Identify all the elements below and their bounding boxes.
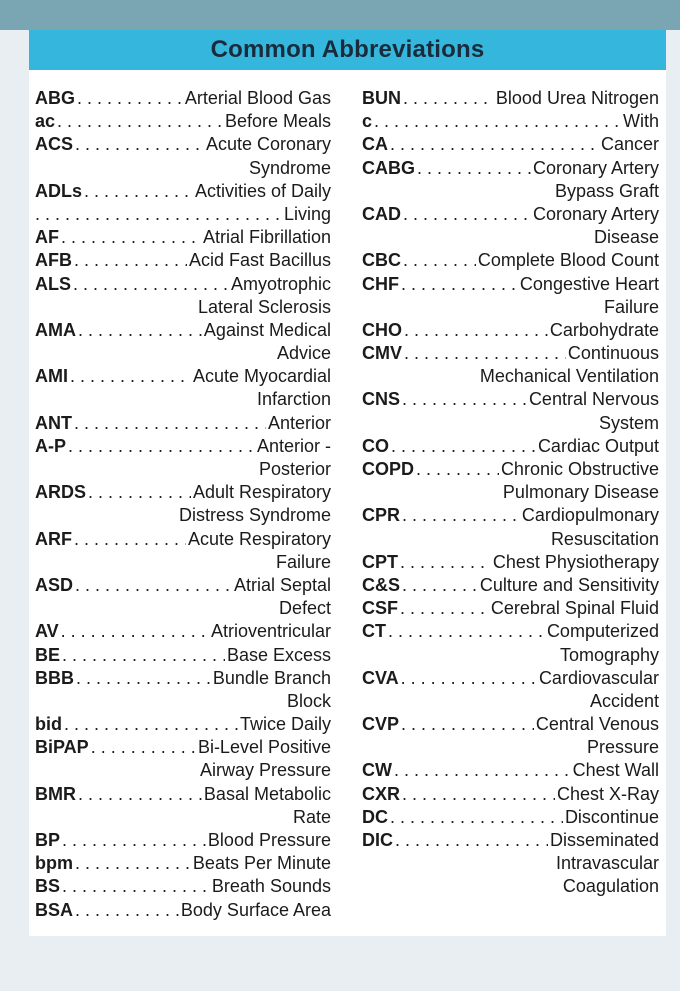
abbreviation-term: CPR	[362, 505, 401, 526]
abbreviation-term: DC	[362, 806, 388, 827]
definition-text: Atrial Fibrillation	[202, 227, 331, 248]
abbreviation-entry	[362, 504, 659, 550]
entry-first-line	[362, 551, 659, 574]
abbreviation-entry	[362, 759, 659, 782]
dot-leader	[404, 342, 566, 365]
definition-text: Chest X-Ray	[556, 783, 659, 804]
definition-continuation: Pressure	[586, 737, 659, 758]
definition-text: Complete Blood Count	[477, 250, 659, 271]
definition-continuation: Mechanical Ventilation	[479, 366, 659, 387]
definition-continuation: Advice	[276, 343, 331, 364]
abbreviation-term: BiPAP	[35, 737, 89, 758]
entry-first-line	[35, 273, 331, 296]
abbreviation-term: COPD	[362, 459, 415, 479]
definition-text: Blood Pressure	[207, 830, 331, 850]
abbreviation-entry	[362, 319, 659, 342]
definition-text: Atrioventricular	[210, 621, 331, 642]
entry-first-line	[362, 319, 659, 342]
abbreviation-term: CAD	[362, 203, 401, 224]
dot-leader	[61, 620, 209, 643]
abbreviation-term: AF	[35, 227, 59, 248]
entry-first-line	[35, 783, 331, 806]
abbreviation-term: bpm	[35, 853, 73, 874]
definition-text: Blood Urea Nitrogen	[495, 88, 659, 108]
abbreviation-entry	[35, 481, 331, 527]
abbreviation-term: BSA	[35, 899, 74, 920]
dot-leader	[403, 249, 476, 272]
definition-text: Computerized	[546, 621, 659, 642]
entry-first-line	[362, 713, 659, 736]
definition-text: Chronic Obstructive	[500, 459, 659, 479]
entry-first-line	[362, 342, 659, 365]
entry-first-line	[35, 875, 331, 898]
abbreviation-term: CSF	[362, 598, 398, 619]
dot-leader	[403, 203, 531, 226]
entry-first-line	[362, 574, 659, 597]
definition-text: Activities of Daily	[194, 180, 331, 201]
definition-continuation: Disease	[593, 227, 659, 248]
definition-text: Chest Physiotherapy	[492, 551, 659, 572]
entry-first-line	[362, 87, 659, 110]
abbreviation-term: AV	[35, 621, 59, 642]
abbreviation-entry	[362, 783, 659, 806]
abbreviation-entry	[35, 528, 331, 574]
dot-leader	[74, 412, 266, 435]
dot-leader	[84, 180, 193, 203]
definition-text: Anterior	[267, 412, 331, 433]
abbreviation-entry	[35, 180, 331, 226]
abbreviation-entry	[362, 667, 659, 713]
entry-first-line	[35, 899, 331, 922]
dot-leader	[391, 435, 536, 458]
definition-continuation: Resuscitation	[550, 528, 659, 549]
entry-first-line	[362, 435, 659, 458]
dot-leader	[388, 620, 545, 643]
definition-continuation: System	[598, 412, 659, 433]
definition-text: Atrial Septal	[233, 574, 331, 595]
dot-leader	[402, 574, 478, 597]
definition-text: Base Excess	[226, 644, 331, 665]
entry-first-line	[362, 458, 659, 481]
entry-first-line	[35, 644, 331, 667]
entry-first-line	[362, 273, 659, 296]
definition-continuation: Rate	[292, 806, 331, 827]
abbreviation-entry	[35, 412, 331, 435]
definition-text: Culture and Sensitivity	[479, 574, 659, 595]
abbreviation-term: CO	[362, 435, 389, 456]
entry-first-line	[35, 249, 331, 272]
entry-first-line	[362, 759, 659, 782]
definition-text: Bi-Level Positive	[197, 737, 331, 758]
abbreviation-term: CBC	[362, 250, 401, 271]
entry-first-line	[362, 829, 659, 852]
abbreviation-entry	[35, 899, 331, 922]
left-column	[35, 87, 331, 922]
dot-leader	[400, 597, 489, 620]
definition-text: Acute Myocardial	[192, 366, 331, 387]
dot-leader	[68, 435, 255, 458]
dot-leader	[74, 249, 187, 272]
abbreviation-term: c	[362, 111, 373, 132]
abbreviation-term: CHO	[362, 319, 402, 340]
entry-first-line	[35, 435, 331, 458]
abbreviation-entry	[362, 249, 659, 272]
abbreviation-entry	[35, 783, 331, 829]
definition-text: Congestive Heart	[519, 273, 659, 294]
entry-first-line	[362, 597, 659, 620]
abbreviation-term: CT	[362, 621, 386, 642]
abbreviation-term: BBB	[35, 667, 74, 688]
abbreviation-entry	[362, 713, 659, 759]
abbreviation-entry	[35, 273, 331, 319]
definition-text: Amyotrophic	[230, 273, 331, 294]
definition-text: Discontinue	[564, 806, 659, 827]
dot-leader	[403, 87, 494, 110]
abbreviation-term: BE	[35, 644, 61, 665]
dot-leader	[75, 899, 179, 922]
dot-leader	[404, 319, 548, 342]
abbreviation-term: CMV	[362, 343, 402, 364]
definition-text: Cerebral Spinal Fluid	[490, 598, 659, 619]
entry-first-line	[35, 412, 331, 435]
entry-first-line	[35, 829, 331, 852]
definition-text: Carbohydrate	[549, 319, 659, 340]
abbreviation-term: ASD	[35, 574, 74, 595]
dot-leader	[78, 783, 202, 806]
entry-first-line	[35, 226, 331, 249]
definition-text: Acid Fast Bacillus	[188, 250, 331, 271]
dot-leader	[62, 829, 206, 852]
abbreviation-entry	[362, 388, 659, 434]
entry-first-line	[35, 481, 331, 504]
abbreviation-entry	[35, 574, 331, 620]
definition-text: Acute Coronary	[205, 134, 331, 155]
entry-first-line	[362, 504, 659, 527]
abbreviation-term: DIC	[362, 830, 393, 850]
abbreviation-entry	[35, 829, 331, 852]
definition-text: Cardiac Output	[537, 435, 659, 456]
dot-leader	[417, 157, 531, 180]
definition-continuation	[35, 203, 331, 226]
entry-first-line	[362, 388, 659, 411]
entry-first-line	[35, 319, 331, 342]
entry-first-line	[362, 249, 659, 272]
dot-leader	[76, 667, 211, 690]
definition-continuation: Posterior	[258, 459, 331, 479]
entry-first-line	[362, 620, 659, 643]
definition-continuation: Intravascular	[555, 853, 659, 874]
abbreviation-entry	[362, 87, 659, 110]
definition-text: Breath Sounds	[211, 876, 331, 897]
abbreviation-entry	[362, 273, 659, 319]
abbreviation-term: ac	[35, 111, 56, 132]
dot-leader	[35, 203, 282, 226]
dot-leader	[401, 713, 534, 736]
dot-leader	[395, 829, 548, 852]
abbreviation-entry	[362, 203, 659, 249]
abbreviation-entry	[362, 157, 659, 203]
dot-leader	[390, 133, 599, 156]
abbreviation-term: CABG	[362, 157, 415, 178]
abbreviation-entry	[362, 110, 659, 133]
definition-continuation: Infarction	[256, 389, 331, 410]
entry-first-line	[35, 180, 331, 203]
entry-first-line	[362, 133, 659, 156]
abbreviation-term: bid	[35, 714, 62, 735]
definition-text: Bundle Branch	[212, 667, 331, 688]
entry-first-line	[35, 574, 331, 597]
entry-first-line	[35, 110, 331, 133]
definition-text: With	[623, 111, 659, 132]
abbreviation-entry	[362, 435, 659, 458]
entry-first-line	[35, 87, 331, 110]
abbreviation-entry	[362, 806, 659, 829]
definition-text: Coronary Artery	[532, 157, 659, 178]
definition-text: Living	[283, 203, 331, 224]
definition-continuation: Failure	[275, 551, 331, 572]
abbreviation-term: CNS	[362, 389, 401, 410]
dot-leader	[75, 133, 204, 156]
definition-text: Cardiopulmonary	[521, 505, 659, 526]
abbreviation-term: BUN	[362, 88, 401, 108]
abbreviation-term: CHF	[362, 273, 399, 294]
abbreviation-term: C&S	[362, 574, 401, 595]
dot-leader	[57, 110, 223, 133]
definition-continuation: Lateral Sclerosis	[197, 296, 331, 317]
abbreviation-term: ANT	[35, 412, 72, 433]
definition-text: Body Surface Area	[180, 899, 331, 920]
abbreviation-entry	[362, 620, 659, 666]
definition-text: Adult Respiratory	[192, 482, 331, 503]
definition-continuation: Distress Syndrome	[178, 505, 331, 526]
abbreviation-term: BMR	[35, 783, 76, 804]
dot-leader	[64, 713, 238, 736]
abbreviation-entry	[362, 551, 659, 574]
abbreviation-entry	[35, 736, 331, 782]
abbreviation-entry	[35, 644, 331, 667]
abbreviation-sheet	[29, 30, 666, 936]
abbreviation-entry	[35, 87, 331, 110]
dot-leader	[390, 806, 563, 829]
definition-continuation: Syndrome	[248, 157, 331, 178]
definition-text: Basal Metabolic	[203, 783, 331, 804]
definition-continuation: Defect	[278, 598, 331, 619]
abbreviation-term: AMA	[35, 319, 76, 340]
abbreviation-term: CVA	[362, 667, 399, 688]
abbreviation-entry	[35, 620, 331, 643]
abbreviation-term: ADLs	[35, 180, 83, 201]
dot-leader	[74, 528, 186, 551]
abbreviation-term: BP	[35, 830, 61, 850]
abbreviation-term: CA	[362, 134, 388, 155]
abbreviation-entry	[362, 342, 659, 388]
entry-first-line	[35, 620, 331, 643]
dot-leader	[400, 551, 491, 574]
dot-leader	[416, 458, 499, 481]
dot-leader	[78, 319, 202, 342]
entry-first-line	[362, 110, 659, 133]
definition-continuation: Failure	[603, 296, 659, 317]
dot-leader	[73, 273, 229, 296]
abbreviation-entry	[362, 829, 659, 899]
definition-text: Central Nervous	[528, 389, 659, 410]
definition-continuation: Accident	[589, 690, 659, 711]
dot-leader	[374, 110, 621, 133]
definition-text: Acute Respiratory	[187, 528, 331, 549]
entry-first-line	[362, 783, 659, 806]
abbreviation-entry	[35, 713, 331, 736]
entry-first-line	[362, 806, 659, 829]
definition-continuation: Airway Pressure	[199, 760, 331, 781]
definition-continuation: Coagulation	[562, 876, 659, 897]
definition-text: Coronary Artery	[532, 203, 659, 224]
entry-first-line	[362, 157, 659, 180]
dot-leader	[402, 388, 527, 411]
definition-continuation: Bypass Graft	[554, 180, 659, 201]
abbreviation-term: ALS	[35, 273, 71, 294]
abbreviation-entry	[362, 458, 659, 504]
definition-text: Cardiovascular	[538, 667, 659, 688]
definition-text: Arterial Blood Gas	[184, 88, 331, 108]
entry-first-line	[362, 667, 659, 690]
dot-leader	[401, 667, 537, 690]
abbreviation-term: BS	[35, 876, 61, 897]
entry-first-line	[35, 528, 331, 551]
abbreviation-term: CPT	[362, 551, 398, 572]
definition-continuation: Pulmonary Disease	[502, 482, 659, 503]
abbreviation-entry	[35, 249, 331, 272]
abbreviation-entry	[35, 435, 331, 481]
dot-leader	[70, 365, 191, 388]
dot-leader	[91, 736, 196, 759]
abbreviation-entry	[362, 597, 659, 620]
definition-text: Anterior -	[256, 435, 331, 456]
definition-continuation: Block	[286, 690, 331, 711]
definition-continuation: Tomography	[559, 644, 659, 665]
dot-leader	[394, 759, 571, 782]
right-column	[362, 87, 659, 899]
definition-text: Chest Wall	[572, 760, 659, 781]
definition-text: Before Meals	[224, 111, 331, 132]
abbreviation-entry	[35, 226, 331, 249]
abbreviation-term: CXR	[362, 783, 401, 804]
dot-leader	[402, 504, 520, 527]
dot-leader	[62, 644, 225, 667]
abbreviation-entry	[35, 667, 331, 713]
abbreviation-term: ARDS	[35, 482, 87, 503]
definition-text: Central Venous	[535, 714, 659, 735]
definition-text: Beats Per Minute	[192, 853, 331, 874]
abbreviation-term: ACS	[35, 134, 74, 155]
abbreviation-entry	[35, 365, 331, 411]
entry-first-line	[35, 713, 331, 736]
abbreviation-term: A-P	[35, 435, 66, 456]
dot-leader	[402, 783, 555, 806]
dot-leader	[77, 87, 183, 110]
abbreviation-entry	[35, 110, 331, 133]
abbreviation-entry	[35, 319, 331, 365]
definition-text: Twice Daily	[239, 714, 331, 735]
abbreviation-term: ABG	[35, 88, 75, 108]
top-bar	[0, 0, 680, 30]
entry-first-line	[35, 852, 331, 875]
dot-leader	[62, 875, 210, 898]
abbreviation-entry	[35, 133, 331, 179]
abbreviation-entry	[35, 852, 331, 875]
dot-leader	[75, 852, 191, 875]
abbreviation-term: ARF	[35, 528, 72, 549]
definition-text: Continuous	[567, 343, 659, 364]
entry-first-line	[35, 365, 331, 388]
abbreviation-term: CW	[362, 760, 392, 781]
dot-leader	[88, 481, 191, 504]
entry-first-line	[362, 203, 659, 226]
abbreviation-entry	[35, 875, 331, 898]
dot-leader	[75, 574, 232, 597]
abbreviation-term: AFB	[35, 250, 72, 271]
definition-text: Cancer	[600, 134, 659, 155]
page-title: Common Abbreviations	[210, 36, 485, 63]
dot-leader	[61, 226, 201, 249]
dot-leader	[401, 273, 518, 296]
abbreviation-entry	[362, 133, 659, 156]
abbreviation-term: CVP	[362, 714, 400, 735]
entry-first-line	[35, 736, 331, 759]
definition-text: Against Medical	[203, 319, 331, 340]
abbreviation-entry	[362, 574, 659, 597]
definition-text: Disseminated	[549, 830, 659, 850]
entry-first-line	[35, 133, 331, 156]
entry-first-line	[35, 667, 331, 690]
title-banner	[29, 30, 666, 70]
abbreviation-term: AMI	[35, 366, 68, 387]
